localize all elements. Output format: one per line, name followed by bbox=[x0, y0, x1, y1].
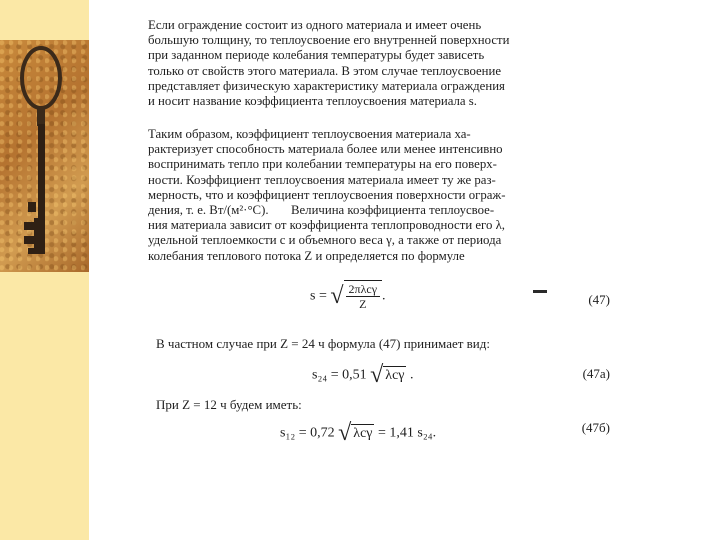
radicand bbox=[344, 280, 383, 311]
stray-mark bbox=[533, 290, 547, 293]
text-line: мерность, что и коэффициент теплоусвоения поверхности ограж- bbox=[148, 187, 506, 202]
radicand: λcγ bbox=[353, 425, 373, 441]
text-line-with-unit bbox=[126, 203, 610, 218]
numerator: 2πλcγ bbox=[346, 282, 381, 297]
formula-lhs: s₁₂ = 0,72 bbox=[280, 425, 335, 441]
paragraph-2 bbox=[126, 127, 610, 264]
radical-icon: √ bbox=[370, 362, 384, 388]
unit-label: Вт/(м²·°С). bbox=[209, 203, 269, 218]
text-line: при заданном периоде колебания температуры будет зависеть bbox=[148, 48, 485, 63]
text-line: Таким образом, коэффициент теплоусвоения материала ха- bbox=[148, 127, 471, 141]
text-line: ности. Коэффициент теплоусвоения материала имеет ту же раз- bbox=[148, 172, 496, 187]
radicand: λcγ bbox=[385, 367, 405, 383]
paragraph-1 bbox=[126, 18, 610, 109]
line-pre: дения, т. е. bbox=[148, 203, 207, 218]
text-line: рактеризует способность материала более или менее интенсивно bbox=[148, 142, 503, 157]
radical-icon: √ bbox=[330, 283, 344, 309]
special-case-text: В частном случае при Z = 24 ч формула (47) принимает вид: bbox=[156, 336, 490, 351]
formula-tail: . bbox=[382, 288, 386, 304]
text-line: колебания теплового потока Z и определяется по формуле bbox=[148, 248, 465, 263]
denominator: Z bbox=[359, 297, 367, 311]
formula-tail: . bbox=[409, 367, 414, 383]
text-line: ния материала зависит от коэффициента теплопроводности его λ, bbox=[148, 218, 505, 233]
text-line: представляет физическую характеристику материала ограждения bbox=[148, 78, 505, 93]
formula-47 bbox=[310, 280, 386, 311]
key-photo bbox=[0, 40, 89, 272]
text-line: Если ограждение состоит из одного материала и имеет очень bbox=[148, 18, 482, 32]
equation-number: (47б) bbox=[581, 420, 610, 435]
formula-tail: = 1,41 s₂₄. bbox=[377, 425, 437, 441]
radical-icon: √ bbox=[338, 420, 352, 446]
text-line: воспринимать тепло при колебании температуры на его поверх- bbox=[148, 157, 497, 172]
scanned-page bbox=[120, 10, 620, 540]
formula-lhs: s = bbox=[310, 288, 327, 304]
z12-text: При Z = 12 ч будем иметь: bbox=[156, 397, 302, 412]
text-line: только от свойств этого материала. В этом случае теплоусвоение bbox=[148, 63, 502, 78]
formula-lhs: s₂₄ = 0,51 bbox=[312, 367, 367, 383]
text-line: и носит название коэффициента теплоусвоения материала s. bbox=[148, 94, 477, 109]
formula-47a bbox=[312, 362, 413, 389]
line-post: Величина коэффициента теплоусвое- bbox=[290, 203, 495, 218]
equation-number: (47а) bbox=[582, 366, 610, 381]
text-line: большую толщину, то теплоусвоение его внутренней поверхности bbox=[148, 33, 510, 48]
formula-47b bbox=[280, 420, 436, 447]
text-line: удельной теплоемкости c и объемного веса γ, а также от периода bbox=[148, 233, 502, 248]
equation-number: (47) bbox=[588, 292, 610, 307]
old-key-icon bbox=[0, 40, 89, 272]
